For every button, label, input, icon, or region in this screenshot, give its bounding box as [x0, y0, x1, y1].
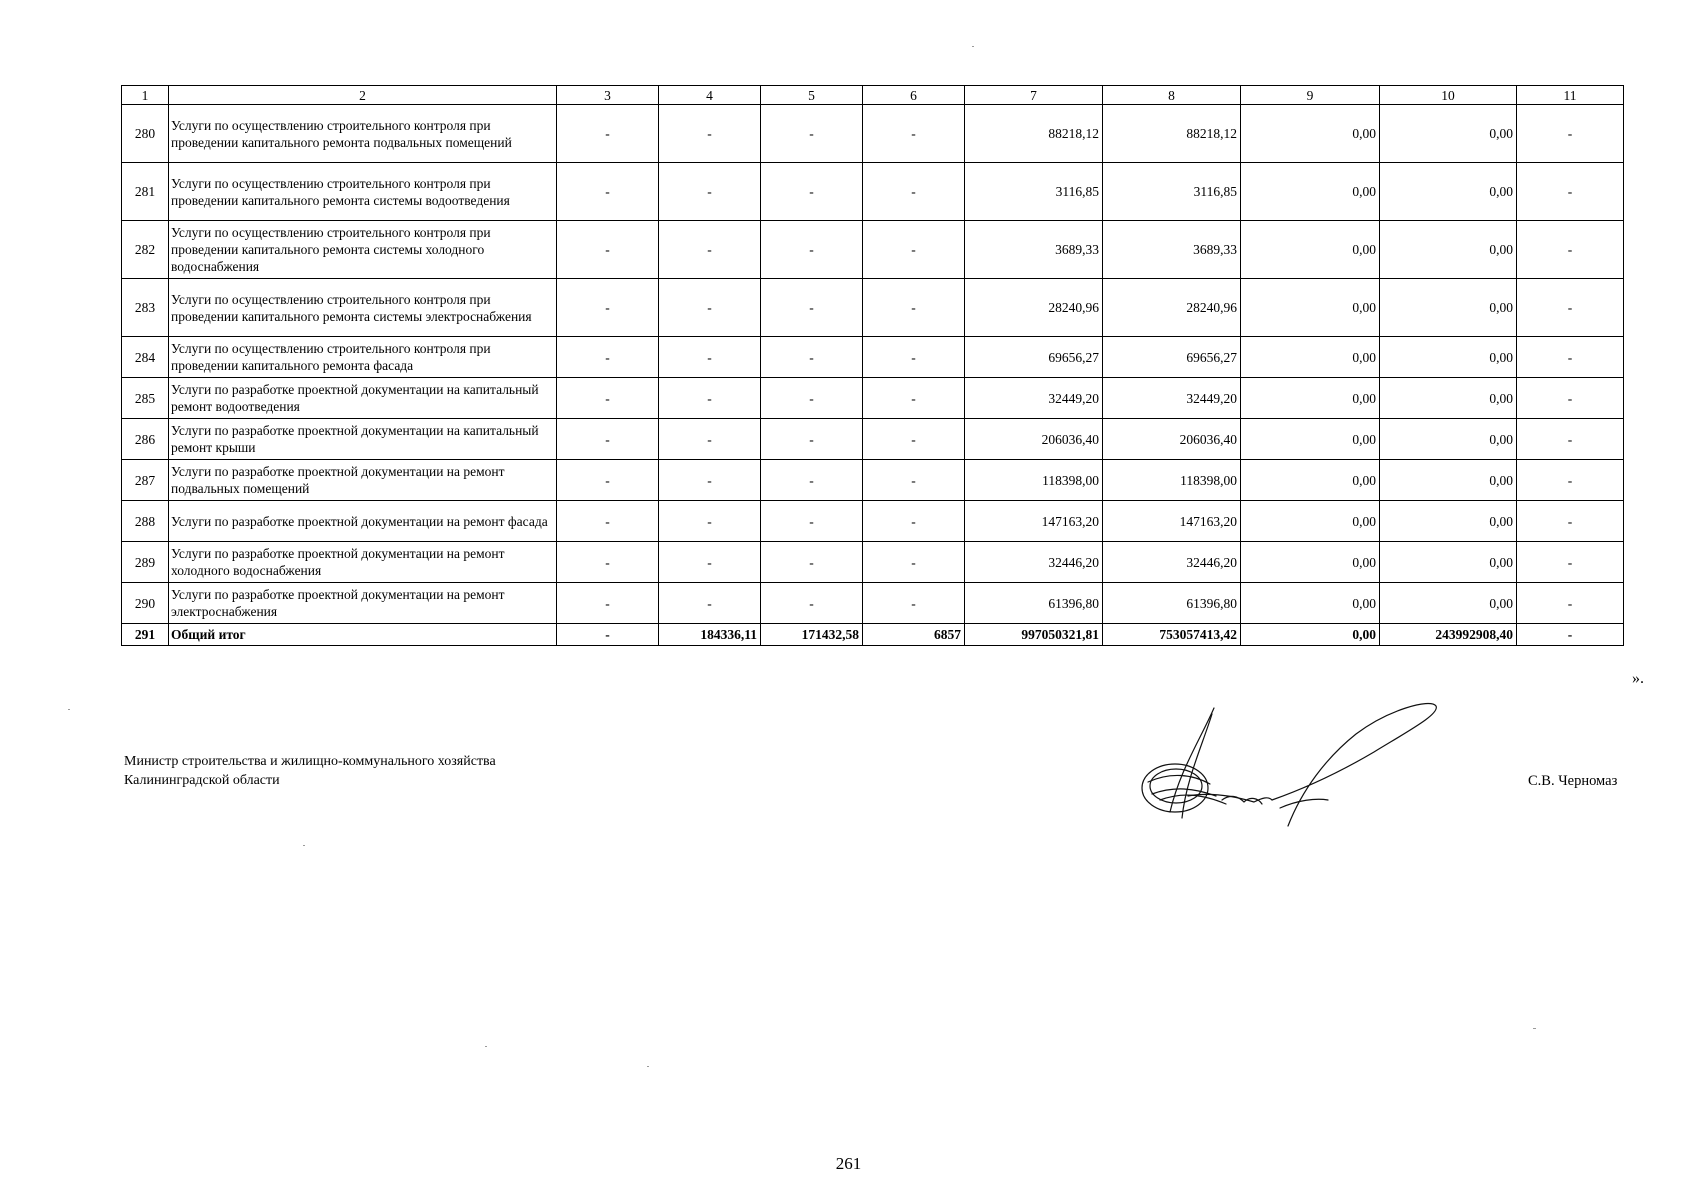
col-6-value: - [863, 501, 965, 542]
scan-speck [303, 845, 305, 846]
table-row [122, 583, 1624, 624]
column-number: 3 [557, 86, 659, 105]
handwritten-signature [1130, 700, 1450, 830]
table-row [122, 501, 1624, 542]
col-11-value: - [1517, 279, 1624, 337]
col-3-value: - [557, 279, 659, 337]
col-4-value: - [659, 419, 761, 460]
col-3-value: - [557, 583, 659, 624]
column-number-row [122, 86, 1624, 105]
row-number: 280 [122, 105, 169, 163]
service-description: Услуги по разработке проектной документации на ремонт фасада [169, 501, 557, 542]
col-8-value: 69656,27 [1103, 337, 1241, 378]
column-number: 6 [863, 86, 965, 105]
service-description: Общий итог [169, 624, 557, 646]
col-3-value: - [557, 542, 659, 583]
col-11-value: - [1517, 378, 1624, 419]
col-7-value: 118398,00 [965, 460, 1103, 501]
col-10-value: 0,00 [1380, 419, 1517, 460]
col-4-value: - [659, 378, 761, 419]
column-number: 7 [965, 86, 1103, 105]
column-number: 1 [122, 86, 169, 105]
col-9-value: 0,00 [1241, 624, 1380, 646]
column-number: 4 [659, 86, 761, 105]
col-9-value: 0,00 [1241, 460, 1380, 501]
col-4-value: 184336,11 [659, 624, 761, 646]
col-8-value: 3116,85 [1103, 163, 1241, 221]
column-number: 10 [1380, 86, 1517, 105]
col-5-value: - [761, 279, 863, 337]
table-row [122, 419, 1624, 460]
col-5-value: - [761, 221, 863, 279]
col-4-value: - [659, 163, 761, 221]
col-6-value: - [863, 419, 965, 460]
col-10-value: 0,00 [1380, 583, 1517, 624]
table-row [122, 337, 1624, 378]
col-4-value: - [659, 279, 761, 337]
col-3-value: - [557, 221, 659, 279]
col-10-value: 0,00 [1380, 501, 1517, 542]
col-6-value: - [863, 583, 965, 624]
row-number: 284 [122, 337, 169, 378]
col-5-value: - [761, 460, 863, 501]
col-5-value: - [761, 337, 863, 378]
column-number: 2 [169, 86, 557, 105]
col-7-value: 206036,40 [965, 419, 1103, 460]
col-9-value: 0,00 [1241, 105, 1380, 163]
row-number: 281 [122, 163, 169, 221]
col-6-value: - [863, 542, 965, 583]
col-7-value: 147163,20 [965, 501, 1103, 542]
col-11-value: - [1517, 542, 1624, 583]
table-row [122, 279, 1624, 337]
service-description: Услуги по осуществлению строительного контроля при проведении капитального ремонта фасада [169, 337, 557, 378]
col-4-value: - [659, 542, 761, 583]
col-8-value: 88218,12 [1103, 105, 1241, 163]
table-row [122, 221, 1624, 279]
col-6-value: - [863, 163, 965, 221]
col-5-value: - [761, 542, 863, 583]
row-number: 290 [122, 583, 169, 624]
minister-title-line1: Министр строительства и жилищно-коммунального хозяйства [124, 754, 496, 769]
col-10-value: 0,00 [1380, 279, 1517, 337]
col-8-value: 32446,20 [1103, 542, 1241, 583]
col-9-value: 0,00 [1241, 501, 1380, 542]
row-number: 287 [122, 460, 169, 501]
col-4-value: - [659, 460, 761, 501]
service-description: Услуги по разработке проектной документации на ремонт электроснабжения [169, 583, 557, 624]
col-3-value: - [557, 378, 659, 419]
table-body [122, 86, 1624, 646]
col-9-value: 0,00 [1241, 337, 1380, 378]
col-11-value: - [1517, 419, 1624, 460]
col-8-value: 61396,80 [1103, 583, 1241, 624]
col-9-value: 0,00 [1241, 583, 1380, 624]
column-number: 9 [1241, 86, 1380, 105]
col-11-value: - [1517, 583, 1624, 624]
col-11-value: - [1517, 624, 1624, 646]
col-9-value: 0,00 [1241, 279, 1380, 337]
col-5-value: - [761, 419, 863, 460]
column-number: 8 [1103, 86, 1241, 105]
col-10-value: 0,00 [1380, 163, 1517, 221]
row-number: 286 [122, 419, 169, 460]
col-3-value: - [557, 501, 659, 542]
scan-speck [972, 46, 974, 47]
col-9-value: 0,00 [1241, 163, 1380, 221]
col-8-value: 3689,33 [1103, 221, 1241, 279]
col-7-value: 3689,33 [965, 221, 1103, 279]
col-6-value: - [863, 337, 965, 378]
row-number: 282 [122, 221, 169, 279]
row-number: 291 [122, 624, 169, 646]
scan-speck [68, 709, 70, 710]
minister-title [124, 752, 496, 790]
col-6-value: - [863, 460, 965, 501]
col-4-value: - [659, 583, 761, 624]
col-7-value: 3116,85 [965, 163, 1103, 221]
col-8-value: 147163,20 [1103, 501, 1241, 542]
col-10-value: 0,00 [1380, 378, 1517, 419]
service-description: Услуги по разработке проектной документации на ремонт холодного водоснабжения [169, 542, 557, 583]
col-8-value: 753057413,42 [1103, 624, 1241, 646]
col-8-value: 118398,00 [1103, 460, 1241, 501]
col-6-value: - [863, 378, 965, 419]
table-row [122, 163, 1624, 221]
row-number: 285 [122, 378, 169, 419]
col-11-value: - [1517, 105, 1624, 163]
service-description: Услуги по осуществлению строительного контроля при проведении капитального ремонта подвальных помещений [169, 105, 557, 163]
col-4-value: - [659, 501, 761, 542]
col-5-value: 171432,58 [761, 624, 863, 646]
col-6-value: - [863, 105, 965, 163]
col-5-value: - [761, 105, 863, 163]
col-3-value: - [557, 163, 659, 221]
col-11-value: - [1517, 163, 1624, 221]
service-description: Услуги по осуществлению строительного контроля при проведении капитального ремонта системы электроснабжения [169, 279, 557, 337]
col-5-value: - [761, 501, 863, 542]
col-10-value: 0,00 [1380, 221, 1517, 279]
service-description: Услуги по разработке проектной документации на капитальный ремонт водоотведения [169, 378, 557, 419]
col-4-value: - [659, 105, 761, 163]
table-row [122, 378, 1624, 419]
col-11-value: - [1517, 460, 1624, 501]
col-5-value: - [761, 583, 863, 624]
col-7-value: 61396,80 [965, 583, 1103, 624]
col-10-value: 0,00 [1380, 105, 1517, 163]
signer-name: С.В. Черномаз [1528, 773, 1618, 789]
total-row [122, 624, 1624, 646]
col-8-value: 32449,20 [1103, 378, 1241, 419]
service-description: Услуги по осуществлению строительного контроля при проведении капитального ремонта системы холодного водоснабжения [169, 221, 557, 279]
col-6-value: 6857 [863, 624, 965, 646]
col-9-value: 0,00 [1241, 221, 1380, 279]
column-number: 11 [1517, 86, 1624, 105]
service-description: Услуги по разработке проектной документации на ремонт подвальных помещений [169, 460, 557, 501]
col-7-value: 28240,96 [965, 279, 1103, 337]
col-8-value: 28240,96 [1103, 279, 1241, 337]
col-3-value: - [557, 419, 659, 460]
col-8-value: 206036,40 [1103, 419, 1241, 460]
service-description: Услуги по осуществлению строительного контроля при проведении капитального ремонта системы водоотведения [169, 163, 557, 221]
table-row [122, 460, 1624, 501]
col-11-value: - [1517, 337, 1624, 378]
col-7-value: 32449,20 [965, 378, 1103, 419]
table-row [122, 542, 1624, 583]
col-9-value: 0,00 [1241, 378, 1380, 419]
col-3-value: - [557, 624, 659, 646]
page-number: 261 [835, 1154, 862, 1173]
col-9-value: 0,00 [1241, 542, 1380, 583]
table-row [122, 105, 1624, 163]
scan-speck [647, 1066, 649, 1067]
col-7-value: 69656,27 [965, 337, 1103, 378]
col-7-value: 32446,20 [965, 542, 1103, 583]
scan-speck [485, 1046, 487, 1047]
data-table [121, 85, 1624, 646]
col-9-value: 0,00 [1241, 419, 1380, 460]
col-7-value: 997050321,81 [965, 624, 1103, 646]
col-7-value: 88218,12 [965, 105, 1103, 163]
col-10-value: 0,00 [1380, 460, 1517, 501]
col-4-value: - [659, 221, 761, 279]
col-10-value: 0,00 [1380, 542, 1517, 583]
col-5-value: - [761, 378, 863, 419]
scan-speck [1533, 1028, 1536, 1029]
col-4-value: - [659, 337, 761, 378]
col-5-value: - [761, 163, 863, 221]
minister-title-line2: Калининградской области [124, 773, 280, 788]
col-3-value: - [557, 105, 659, 163]
col-10-value: 0,00 [1380, 337, 1517, 378]
row-number: 289 [122, 542, 169, 583]
col-6-value: - [863, 279, 965, 337]
col-11-value: - [1517, 221, 1624, 279]
closing-quote: ». [1632, 670, 1644, 687]
column-number: 5 [761, 86, 863, 105]
col-3-value: - [557, 460, 659, 501]
col-11-value: - [1517, 501, 1624, 542]
service-description: Услуги по разработке проектной документации на капитальный ремонт крыши [169, 419, 557, 460]
col-10-value: 243992908,40 [1380, 624, 1517, 646]
row-number: 288 [122, 501, 169, 542]
col-3-value: - [557, 337, 659, 378]
col-6-value: - [863, 221, 965, 279]
row-number: 283 [122, 279, 169, 337]
